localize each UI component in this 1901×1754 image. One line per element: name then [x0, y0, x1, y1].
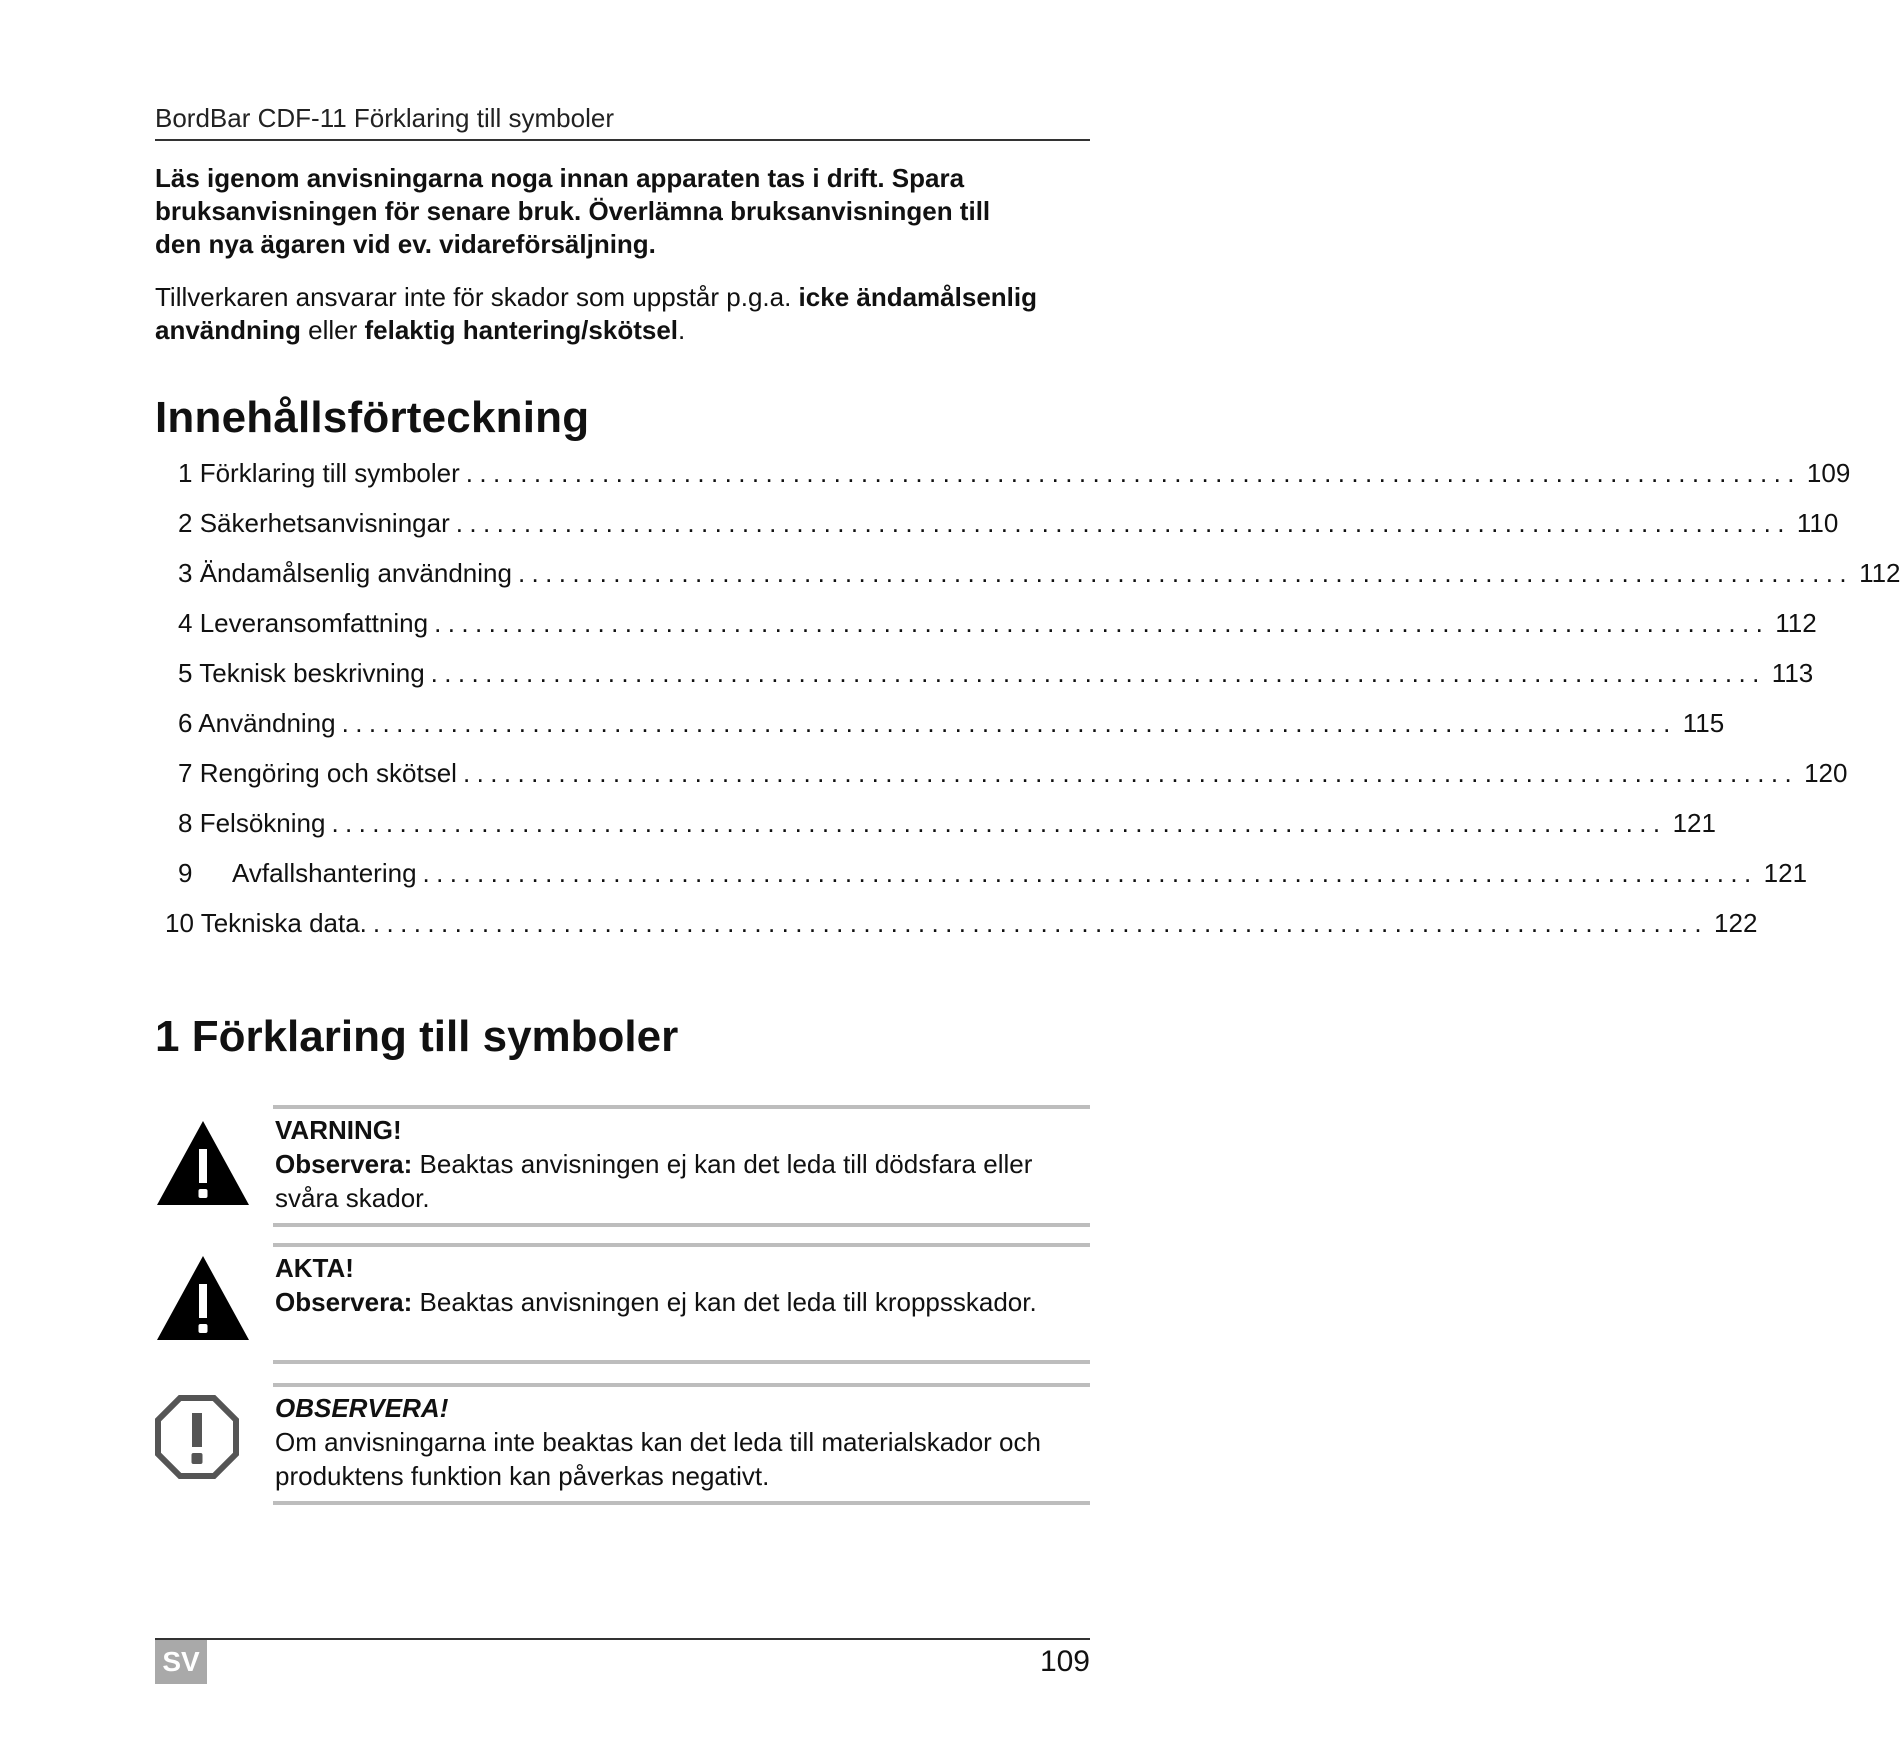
page-number: 109: [1039, 1645, 1090, 1678]
intro-bold-line: den nya ägaren vid ev. vidareförsäljning.: [155, 229, 656, 259]
caution-notice: [155, 1243, 1090, 1368]
caution-triangle-icon: [155, 1254, 251, 1342]
toc-page: 112: [1859, 558, 1901, 588]
toc-number: 4: [178, 608, 193, 638]
toc-leader: ..................................................................................................: [455, 508, 1791, 538]
toc-label: Leveransomfattning: [199, 608, 429, 638]
observe-label: Observera:: [275, 1149, 413, 1179]
toc-label: Användning: [198, 708, 336, 738]
toc-leader: ..................................................................................................: [434, 608, 1770, 638]
notice-heading: AKTA!: [275, 1253, 354, 1283]
toc-page: 115: [1682, 708, 1725, 738]
toc-number: 2: [178, 508, 193, 538]
toc-leader: ..................................................................................................: [430, 658, 1766, 688]
notice-body-line: svåra skador.: [275, 1183, 430, 1213]
toc-entry[interactable]: [178, 658, 1814, 698]
toc-entry[interactable]: [178, 458, 1851, 498]
notice-body-line: Beaktas anvisningen ej kan det leda till kroppsskador.: [419, 1287, 1037, 1317]
toc-leader: ..................................................................................................: [517, 558, 1854, 588]
notice-heading: VARNING!: [275, 1115, 402, 1145]
toc-label: Säkerhetsanvisningar: [199, 508, 450, 538]
toc-page: 109: [1806, 458, 1851, 488]
notice-body: [275, 1147, 1090, 1181]
liability-paragraph: [155, 281, 1090, 347]
toc-number: 8: [178, 808, 193, 838]
notice-body-line: Beaktas anvisningen ej kan det leda till dödsfara eller: [419, 1149, 1033, 1179]
toc-leader: ..................................................................................................: [422, 858, 1758, 888]
toc-entry[interactable]: [178, 858, 1808, 898]
liability-text: eller: [300, 315, 365, 345]
notice-octagon-icon: [155, 1395, 239, 1479]
toc-page: 121: [1763, 858, 1808, 888]
toc-page: 112: [1775, 608, 1817, 638]
notice-rule: [273, 1105, 1090, 1109]
toc-leader: ..................................................................................................: [331, 808, 1667, 838]
toc-label: Förklaring till symboler: [199, 458, 460, 488]
intro-bold-line: bruksanvisningen för senare bruk. Överlämna bruksanvisningen till: [155, 196, 991, 226]
notice-rule: [273, 1243, 1090, 1247]
toc-label: Felsökning: [199, 808, 326, 838]
liability-emphasis: icke ändamålsenlig användning: [155, 282, 1037, 345]
intro-bold-paragraph: [155, 162, 1090, 261]
material-notice: [155, 1383, 1090, 1508]
toc-entry[interactable]: [178, 558, 1901, 598]
toc-number: 9: [178, 858, 193, 888]
toc-leader: ..................................................................................................: [341, 708, 1677, 738]
section-title: 1 Förklaring till symboler: [155, 1012, 679, 1061]
observe-label: Observera:: [275, 1287, 413, 1317]
toc-title: Innehållsförteckning: [155, 393, 590, 442]
liability-text: Tillverkaren ansvarar inte för skador som uppstår p.g.a.: [155, 282, 799, 312]
notice-rule: [273, 1501, 1090, 1505]
notice-rule: [273, 1223, 1090, 1227]
toc-label: Avfallshantering: [232, 858, 417, 888]
warning-triangle-icon: [155, 1119, 251, 1207]
running-header: BordBar CDF-11 Förklaring till symboler: [155, 103, 614, 133]
toc-number: 3: [178, 558, 193, 588]
notice-body-line: Om anvisningarna inte beaktas kan det leda till materialskador och: [275, 1427, 1041, 1457]
toc-entry[interactable]: [165, 908, 1758, 948]
toc-entry[interactable]: [178, 508, 1839, 548]
notice-rule: [273, 1383, 1090, 1387]
intro-bold-line: Läs igenom anvisningarna noga innan apparaten tas i drift. Spara: [155, 163, 965, 193]
toc-number: 10: [165, 908, 194, 938]
toc-entry[interactable]: [178, 608, 1817, 648]
footer-rule: [155, 1638, 1090, 1640]
toc-page: 110: [1796, 508, 1839, 538]
toc-label: Teknisk beskrivning: [199, 658, 425, 688]
toc-number: 6: [178, 708, 193, 738]
toc-number: 5: [178, 658, 193, 688]
language-badge: SV: [155, 1640, 207, 1684]
toc-label: Rengöring och skötsel: [199, 758, 457, 788]
toc-label: Tekniska data.: [200, 908, 367, 938]
notice-body: [275, 1285, 1090, 1319]
notice-body-line: produktens funktion kan påverkas negativt.: [275, 1461, 770, 1491]
notice-rule: [273, 1360, 1090, 1364]
toc-page: 122: [1714, 908, 1758, 938]
toc-number: 1: [178, 458, 193, 488]
toc-page: 113: [1771, 658, 1814, 688]
liability-emphasis: felaktig hantering/skötsel: [364, 315, 679, 345]
toc-entry[interactable]: [178, 708, 1725, 748]
warning-notice: [155, 1105, 1090, 1230]
toc-entry[interactable]: [178, 808, 1716, 848]
toc-leader: ..................................................................................................: [465, 458, 1801, 488]
header-rule: [155, 139, 1090, 141]
toc-entry[interactable]: [178, 758, 1848, 798]
toc-label: Ändamålsenlig användning: [199, 558, 512, 588]
toc-page: 121: [1672, 808, 1716, 838]
notice-heading: OBSERVERA!: [275, 1393, 449, 1423]
toc-leader: ..................................................................................................: [372, 908, 1709, 938]
toc-page: 120: [1804, 758, 1848, 788]
toc-leader: ..................................................................................................: [462, 758, 1799, 788]
toc-number: 7: [178, 758, 193, 788]
liability-text: .: [678, 315, 686, 345]
